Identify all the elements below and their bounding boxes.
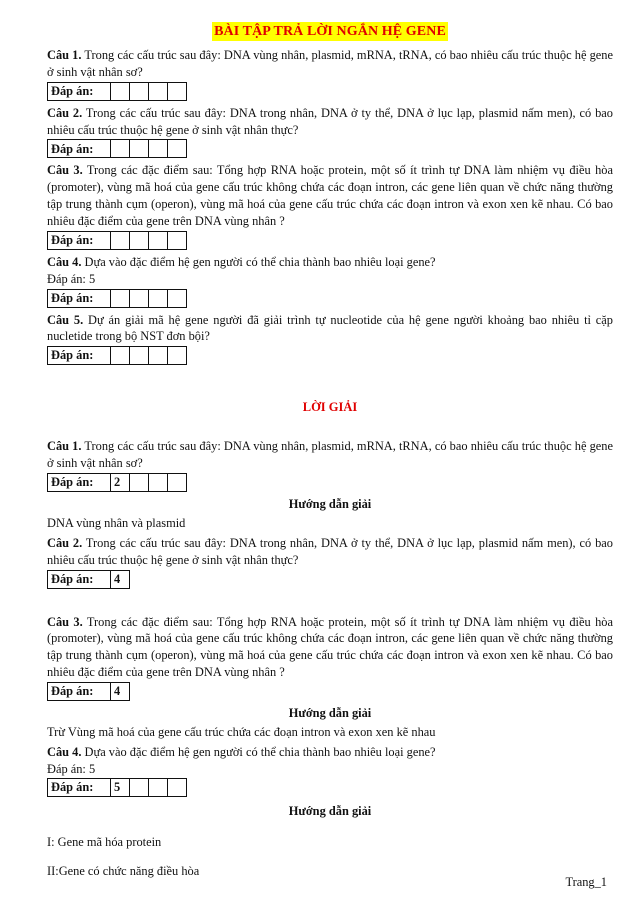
- answer-cell[interactable]: [111, 82, 130, 100]
- answer-cell[interactable]: [149, 140, 168, 158]
- answer-box-3: [47, 231, 187, 250]
- answer-value: 4: [111, 570, 130, 588]
- answer-cell[interactable]: [168, 347, 187, 365]
- answer-cell[interactable]: [111, 347, 130, 365]
- answer-label: Đáp án:: [48, 570, 111, 588]
- answer-box-5: [47, 346, 187, 365]
- answer-box-2: [47, 139, 187, 158]
- document-title: BÀI TẬP TRẢ LỜI NGẮN HỆ GENE: [212, 22, 448, 41]
- solution-question-4: Câu 4. Dựa vào đặc điểm hệ gen người có thể chia thành bao nhiêu loại gene?: [47, 744, 436, 759]
- question-1: Câu 1. Trong các cấu trúc sau đây: DNA vùng nhân, plasmid, mRNA, tRNA, có bao nhiêu cấu trúc thuộc hệ gene ở sinh vật nhân sơ?: [47, 48, 613, 79]
- answer-cell: [130, 779, 149, 797]
- solution-explanation-3: Trừ Vùng mã hoá của gene cấu trúc chứa các đoạn intron và exon xen kẽ nhau: [47, 724, 436, 739]
- guide-heading: Hướng dẫn giải: [288, 497, 372, 512]
- answer-value: 2: [111, 474, 130, 492]
- answer-box-4: [47, 289, 187, 308]
- solution-line-2: II:Gene có chức năng điều hòa: [47, 864, 200, 879]
- answer-cell[interactable]: [130, 82, 149, 100]
- question-3: Câu 3. Trong các đặc điểm sau: Tổng hợp RNA hoặc protein, một số ít trình tự DNA làm nhiệm vụ điều hòa (promoter), vùng mã hoá của gene cấu trúc không chứa các đoạn intron, các gene liên quan về chức năng thường tập trung thành cụm (operon), vùng mã hoá của gene cấu trúc chứa các đoạn intron và exon xen kẽ nhau. Có bao nhiêu đặc điểm của gene trên DNA vùng nhân ?: [47, 163, 613, 229]
- answer-cell[interactable]: [149, 82, 168, 100]
- answer-cell[interactable]: [111, 289, 130, 307]
- solution-question-4-extra: Đáp án: 5: [47, 761, 96, 776]
- answer-label: Đáp án:: [48, 231, 111, 249]
- solution-question-3: Câu 3. Trong các đặc điểm sau: Tổng hợp RNA hoặc protein, một số ít trình tự DNA làm nhiệm vụ điều hòa (promoter), vùng mã hoá của gene cấu trúc không chứa các đoạn intron, các gene liên quan về chức năng thường tập trung thành cụm (operon), vùng mã hoá của gene cấu trúc chứa các đoạn intron và exon xen kẽ nhau. Có bao nhiêu đặc điểm của gene trên DNA vùng nhân ?: [47, 614, 613, 680]
- answer-cell[interactable]: [149, 231, 168, 249]
- answer-cell[interactable]: [168, 289, 187, 307]
- answer-value: 5: [111, 779, 130, 797]
- question-4: Câu 4. Dựa vào đặc điểm hệ gen người có thể chia thành bao nhiêu loại gene?: [47, 254, 436, 269]
- answer-cell[interactable]: [111, 231, 130, 249]
- solution-answer-box-1: [47, 473, 187, 492]
- answer-cell[interactable]: [130, 347, 149, 365]
- question-5: Câu 5. Dự án giải mã hệ gene người đã giải trình tự nucleotide của hệ gene người khoảng bao nhiêu tỉ cặp nucletide trong bộ NST đơn bội?: [47, 312, 614, 344]
- answer-cell[interactable]: [168, 140, 187, 158]
- answer-cell: [149, 779, 168, 797]
- solution-answer-box-3: [47, 682, 130, 701]
- solution-title: LỜI GIẢI: [302, 400, 358, 415]
- answer-cell[interactable]: [149, 347, 168, 365]
- answer-cell: [168, 474, 187, 492]
- guide-heading: Hướng dẫn giải: [288, 705, 372, 720]
- solution-answer-box-4: [47, 778, 187, 797]
- answer-cell[interactable]: [111, 140, 130, 158]
- document-page: [47, 18, 613, 880]
- guide-heading: Hướng dẫn giải: [288, 804, 372, 819]
- answer-label: Đáp án:: [48, 140, 111, 158]
- answer-cell: [168, 779, 187, 797]
- answer-cell[interactable]: [168, 82, 187, 100]
- answer-label: Đáp án:: [48, 682, 111, 700]
- answer-cell[interactable]: [149, 289, 168, 307]
- solution-answer-box-2: [47, 570, 130, 589]
- answer-label: Đáp án:: [48, 347, 111, 365]
- question-4-extra: Đáp án: 5: [47, 271, 96, 286]
- answer-cell[interactable]: [130, 289, 149, 307]
- question-2: Câu 2. Trong các cấu trúc sau đây: DNA trong nhân, DNA ở ty thể, DNA ở lục lạp, plasmid nấm men), có bao nhiêu cấu trúc thuộc hệ gene ở sinh vật nhân thực?: [47, 105, 613, 137]
- solution-line-1: I: Gene mã hóa protein: [47, 835, 162, 850]
- solution-explanation-1: DNA vùng nhân và plasmid: [47, 515, 186, 530]
- answer-cell[interactable]: [168, 231, 187, 249]
- answer-cell[interactable]: [130, 231, 149, 249]
- page-number: Trang_1: [565, 875, 607, 889]
- answer-box-1: [47, 82, 187, 101]
- answer-label: Đáp án:: [48, 289, 111, 307]
- answer-cell: [149, 474, 168, 492]
- answer-label: Đáp án:: [48, 779, 111, 797]
- answer-label: Đáp án:: [48, 474, 111, 492]
- answer-label: Đáp án:: [48, 82, 111, 100]
- solution-question-2: Câu 2. Trong các cấu trúc sau đây: DNA trong nhân, DNA ở ty thể, DNA ở lục lạp, plasmid nấm men), có bao nhiêu cấu trúc thuộc hệ gene ở sinh vật nhân thực?: [47, 535, 613, 567]
- answer-value: 4: [111, 682, 130, 700]
- answer-cell[interactable]: [130, 140, 149, 158]
- solution-question-1: Câu 1. Trong các cấu trúc sau đây: DNA vùng nhân, plasmid, mRNA, tRNA, có bao nhiêu cấu trúc thuộc hệ gene ở sinh vật nhân sơ?: [47, 439, 613, 471]
- answer-cell: [130, 474, 149, 492]
